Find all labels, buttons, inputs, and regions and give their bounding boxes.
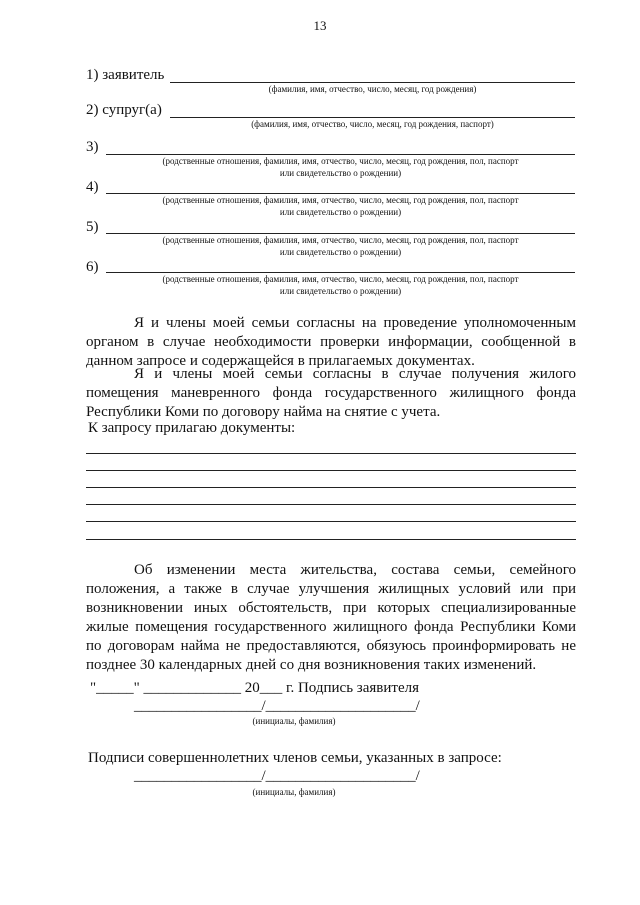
- attachment-line[interactable]: [86, 453, 576, 454]
- attachment-line[interactable]: [86, 487, 576, 488]
- row-label: 4): [86, 179, 99, 195]
- row-caption: (фамилия, имя, отчество, число, месяц, год рождения, паспорт): [251, 119, 494, 129]
- applicant-signature-caption: (инициалы, фамилия): [252, 716, 336, 726]
- attachments-label: К запросу прилагаю документы:: [88, 420, 296, 436]
- row-caption: или свидетельство о рождении): [279, 247, 402, 257]
- row-label: 6): [86, 259, 99, 275]
- row-label: 1) заявитель: [86, 67, 165, 83]
- row-caption: (родственные отношения, фамилия, имя, отчество, число, месяц, год рождения, пол, паспорт: [162, 156, 519, 166]
- date-signature-line[interactable]: "_____" _____________ 20___ г. Подпись заявителя: [90, 680, 419, 696]
- row-caption: (родственные отношения, фамилия, имя, отчество, число, месяц, год рождения, пол, паспорт: [162, 195, 519, 205]
- row-caption: или свидетельство о рождении): [279, 168, 402, 178]
- family-signature-caption: (инициалы, фамилия): [252, 787, 336, 797]
- row-caption: или свидетельство о рождении): [279, 207, 402, 217]
- applicant-signature-line[interactable]: _________________/____________________/: [134, 698, 420, 714]
- attachment-line[interactable]: [86, 470, 576, 471]
- page-number: 13: [313, 18, 327, 33]
- obligation-paragraph: Об изменении места жительства, состава семьи, семейного положения, а также в случае улучшения жилищных условий или при возникновении иных обстоятельств, при которых специализированные жилые помещения государственного жилищного фонда Республики Коми по договорам найма не предоставляются, обязуюсь проинформировать не позднее 30 календарных дней со дня возникновения таких изменений.: [86, 562, 576, 673]
- attachment-line[interactable]: [86, 521, 576, 522]
- attachment-line[interactable]: [86, 539, 576, 540]
- consent-paragraph-1: Я и члены моей семьи согласны на проведение уполномоченным органом в случае необходимости проверки информации, сообщенной в данном запросе и содержащейся в прилагаемых документах.: [86, 315, 576, 369]
- family-signatures-label: Подписи совершеннолетних членов семьи, указанных в запросе:: [88, 750, 502, 766]
- family-signature-line[interactable]: _________________/____________________/: [134, 768, 420, 784]
- row-caption: (родственные отношения, фамилия, имя, отчество, число, месяц, год рождения, пол, паспорт: [162, 274, 519, 284]
- row-caption: (родственные отношения, фамилия, имя, отчество, число, месяц, год рождения, пол, паспорт: [162, 235, 519, 245]
- consent-paragraph-2: Я и члены моей семьи согласны в случае получения жилого помещения маневренного фонда государственного жилищного фонда Республики Коми по договору найма на снятие с учета.: [86, 366, 576, 420]
- row-caption: (фамилия, имя, отчество, число, месяц, год рождения): [268, 84, 477, 94]
- row-caption: или свидетельство о рождении): [279, 286, 402, 296]
- row-label: 5): [86, 219, 99, 235]
- row-label: 3): [86, 139, 99, 155]
- attachment-line[interactable]: [86, 504, 576, 505]
- row-label: 2) супруг(а): [86, 102, 162, 118]
